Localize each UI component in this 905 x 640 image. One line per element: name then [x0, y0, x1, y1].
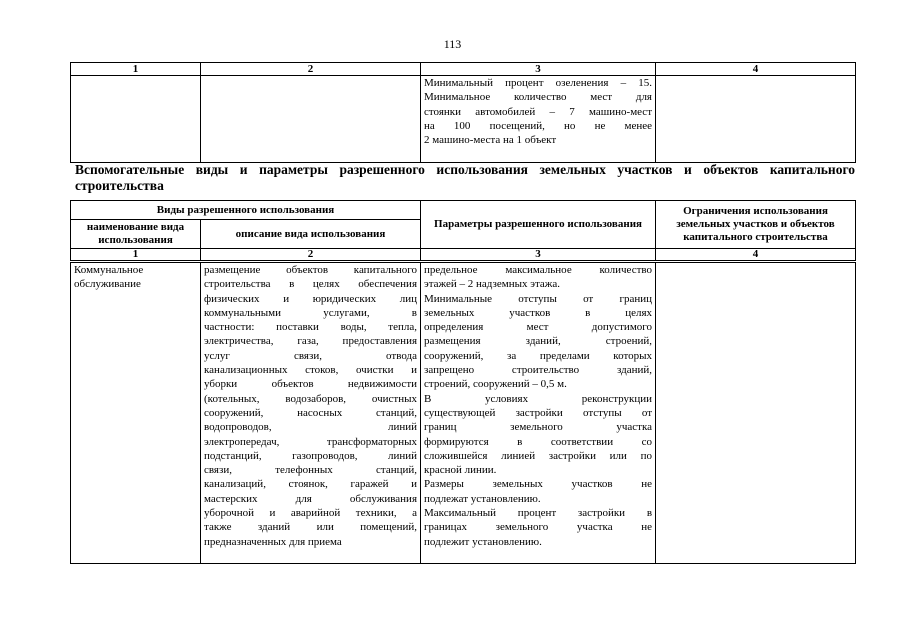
text-line: этажей – 2 надземных этажа. — [424, 278, 561, 291]
text-line: строений, сооружений – 0,5 м. — [424, 378, 567, 391]
text-line: подстанций, газопроводов, линий — [204, 449, 418, 462]
text-line: канализаций, стоянок, гаражей и — [204, 478, 418, 491]
text-line: существующей застройки отступы от — [424, 406, 653, 419]
text-line: формируются в соответствии со — [424, 435, 653, 448]
continued-table — [70, 62, 856, 163]
text-line: уборки объектов недвижимости — [204, 378, 418, 391]
column-number: 3 — [421, 249, 656, 262]
text-line: Минимальный процент озеленения – 15. — [424, 77, 652, 89]
column-number: 1 — [71, 63, 201, 76]
text-line: земельных участков в целях — [424, 306, 653, 319]
cell-parameters — [421, 262, 656, 564]
text-line: канализационных стоков, очистки и — [204, 364, 418, 377]
text-line: Максимальный процент застройки в — [424, 507, 653, 520]
text-line: мастерских для обслуживания — [204, 492, 418, 505]
text-line: частности: поставки воды, тепла, — [204, 321, 418, 334]
text-line: Коммунальное — [74, 264, 144, 276]
text-line: 2 машино-места на 1 объект — [424, 134, 557, 147]
text-line: связи, телефонных станций, — [204, 464, 418, 477]
text-line: Минимальные отступы от границ — [424, 292, 653, 305]
cell-use-description — [201, 262, 421, 564]
text-line: также зданий или помещений, — [204, 521, 418, 534]
header-use-name: наименование вида использования — [71, 220, 201, 249]
text-line: водопроводов, линий — [204, 421, 418, 434]
header-row — [71, 201, 856, 220]
text-line: границ земельного участка — [424, 421, 653, 434]
text-line: электричества, газа, предоставления — [204, 335, 418, 348]
header-uses-group: Виды разрешенного использования — [71, 201, 421, 220]
text-line: услуг связи, отвода — [204, 349, 418, 362]
text-line: коммунальными услугами, в — [204, 306, 418, 319]
text-line: предназначенных для приема — [204, 535, 342, 548]
text-line: электропередач, трансформаторных — [204, 435, 418, 448]
text-line: В условиях реконструкции — [424, 392, 653, 405]
text-line: сложившейся линией застройки или по — [424, 449, 653, 462]
text-line: подлежит установлению. — [424, 535, 542, 548]
text-line: сооружений, насосных станций, — [204, 406, 418, 419]
column-number: 4 — [656, 249, 856, 262]
table-row — [71, 76, 856, 163]
text-line: красной линии. — [424, 464, 497, 477]
text-line: Минимальное количество мест для — [424, 91, 652, 104]
cell-col3 — [421, 76, 656, 163]
text-line: подлежат установлению. — [424, 492, 541, 505]
text-line: (котельных, водозаборов, очистных — [204, 392, 418, 405]
section-heading: Вспомогательные виды и параметры разрешенного использования земельных участков и объектов капитального строительства — [75, 162, 855, 193]
table-row — [71, 262, 856, 564]
text-line: физических и юридических лиц — [204, 292, 418, 305]
cell-use-name — [71, 262, 201, 564]
text-line: запрещено строительство зданий, — [424, 364, 653, 377]
text-line: размещение объектов капитального — [204, 264, 418, 276]
text-line: уборочной и аварийной техники, а — [204, 507, 418, 520]
column-number: 2 — [201, 249, 421, 262]
cell-restrictions — [656, 262, 856, 564]
text-line: на 100 посещений, но не менее — [424, 119, 652, 132]
column-number-row — [71, 63, 856, 76]
header-restrictions: Ограничения использования земельных участков и объектов капитального строительства — [656, 201, 856, 249]
text-line: Размеры земельных участков не — [424, 478, 653, 491]
text-line: размещения зданий, строений, — [424, 335, 653, 348]
text-line: сооружений, за пределами которых — [424, 349, 653, 362]
header-parameters: Параметры разрешенного использования — [421, 201, 656, 249]
text-line: стоянки автомобилей – 7 машино-мест — [424, 105, 652, 118]
auxiliary-uses-table — [70, 200, 856, 564]
text-line: обслуживание — [74, 278, 141, 291]
text-line: строительства в целях обеспечения — [204, 278, 418, 291]
column-number: 3 — [421, 63, 656, 76]
text-line: предельное максимальное количество — [424, 264, 653, 276]
column-number-row — [71, 249, 856, 262]
cell-col4 — [656, 76, 856, 163]
column-number: 1 — [71, 249, 201, 262]
page-number: 113 — [443, 37, 462, 51]
text-line: определения мест допустимого — [424, 321, 653, 334]
text-line: границах земельного участка не — [424, 521, 653, 534]
header-use-description: описание вида использования — [201, 220, 421, 249]
column-number: 2 — [201, 63, 421, 76]
cell-col2 — [201, 76, 421, 163]
column-number: 4 — [656, 63, 856, 76]
cell-col1 — [71, 76, 201, 163]
